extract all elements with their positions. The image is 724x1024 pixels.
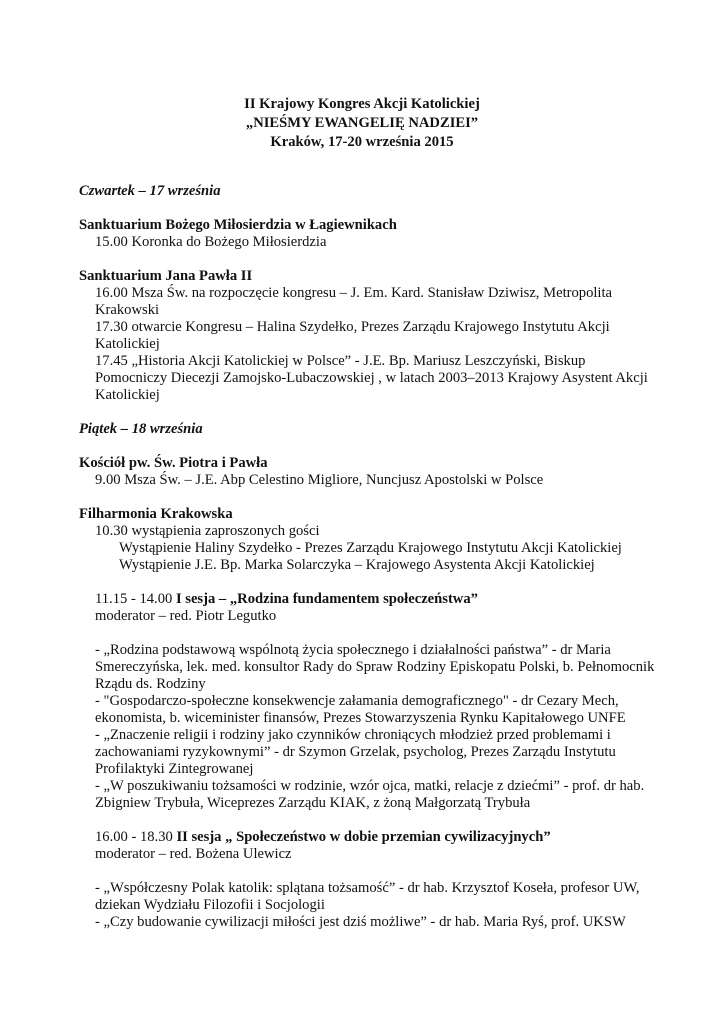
document-header <box>0 95 724 152</box>
talk-item: - „W poszukiwaniu tożsamości w rodzinie, wzór ojca, matki, relacje z dziećmi” - prof. dr hab. Zbigniew Trybuła, Wiceprezes Zarządu KIAK, z żoną Małgorzatą Trybuła <box>95 778 645 811</box>
programme-item: 15.00 Koronka do Bożego Miłosierdzia <box>95 234 327 250</box>
session-2-heading <box>79 829 659 863</box>
talk-item: - "Gospodarczo-społeczne konsekwencje załamania demograficznego" - dr Cezary Mech, ekonomista, b. wiceminister finansów, Prezes Stowarzyszenia Rynku Kapitałowego UNFE <box>95 693 626 726</box>
venue-name: Sanktuarium Bożego Miłosierdzia w Łagiewnikach <box>79 217 397 233</box>
venue-name: Kościół pw. Św. Piotra i Pawła <box>79 455 268 471</box>
session-title-line <box>79 829 659 846</box>
programme-subitem: Wystąpienie J.E. Bp. Marka Solarczyka – Krajowego Asystenta Akcji Katolickiej <box>119 557 595 573</box>
programme-subitem: Wystąpienie Haliny Szydełko - Prezes Zarządu Krajowego Instytutu Akcji Katolickiej <box>119 540 622 556</box>
session-1-heading <box>79 591 659 625</box>
session-time: 11.15 - 14.00 <box>95 591 176 607</box>
session-title: I sesja – „Rodzina fundamentem społeczeństwa” <box>175 591 478 607</box>
venue-philharmonic <box>79 506 659 574</box>
session-moderator: moderator – red. Piotr Legutko <box>95 608 277 624</box>
session-title: II sesja „ Społeczeństwo w dobie przemian cywilizacyjnych” <box>176 829 551 845</box>
programme-item: 16.00 Msza Św. na rozpoczęcie kongresu – J. Em. Kard. Stanisław Dziwisz, Metropolita Krakowski <box>95 285 613 318</box>
congress-name: II Krajowy Kongres Akcji Katolickiej <box>244 96 480 112</box>
session-1-talks <box>79 642 659 812</box>
talk-item: - „Współczesny Polak katolik: splątana tożsamość” - dr hab. Krzysztof Koseła, profesor UW, dziekan Wydziału Filozofii i Socjologii <box>95 880 640 913</box>
day-heading-friday: Piątek – 18 września <box>79 421 203 437</box>
session-moderator: moderator – red. Bożena Ulewicz <box>95 846 292 862</box>
session-title-line <box>79 591 659 608</box>
venue-name: Sanktuarium Jana Pawła II <box>79 268 253 284</box>
item-time: 9.00 <box>95 472 121 488</box>
venue-jp2-sanctuary <box>79 268 659 404</box>
venue-st-peter-paul <box>79 455 659 489</box>
venue-name: Filharmonia Krakowska <box>79 506 233 522</box>
programme <box>79 183 659 948</box>
talk-item: - „Rodzina podstawową wspólnotą życia społecznego i działalności państwa” - dr Maria Smereczyńska, lek. med. konsultor Rady do Spraw Rodziny Episkopatu Polski, b. Pełnomocnik Rządu ds. Rodziny <box>95 642 655 692</box>
session-2-talks <box>79 880 659 931</box>
talk-item: - „Czy budowanie cywilizacji miłości jest dziś możliwe” - dr hab. Maria Ryś, prof. UKSW <box>95 914 626 930</box>
session-time: 16.00 - 18.30 <box>95 829 177 845</box>
programme-item: 17.30 otwarcie Kongresu – Halina Szydełko, Prezes Zarządu Krajowego Instytutu Akcji Katolickiej <box>95 319 610 352</box>
item-text: Msza Św. – J.E. Abp Celestino Migliore, Nuncjusz Apostolski w Polsce <box>120 472 544 488</box>
talk-item: - „Znaczenie religii i rodziny jako czynników chroniących młodzież przed problemami i zachowaniami ryzykownymi” - dr Szymon Grzelak, psycholog, Prezes Zarządu Instytutu Profilaktyki Zintegrowanej <box>95 727 616 777</box>
programme-item: 17.45 „Historia Akcji Katolickiej w Polsce” - J.E. Bp. Mariusz Leszczyński, Biskup Pomocniczy Diecezji Zamojsko-Lubaczowskiej , w latach 2003–2013 Krajowy Asystent Akcji Katolickiej <box>95 353 648 403</box>
programme-item: 10.30 wystąpienia zaproszonych gości <box>95 523 320 539</box>
programme-item <box>79 472 659 489</box>
congress-motto: „NIEŚMY EWANGELIĘ NADZIEI” <box>245 115 479 131</box>
congress-place-date: Kraków, 17-20 września 2015 <box>270 134 454 150</box>
venue-lagiewniki <box>79 217 659 251</box>
day-heading-thursday: Czwartek – 17 września <box>79 183 221 199</box>
